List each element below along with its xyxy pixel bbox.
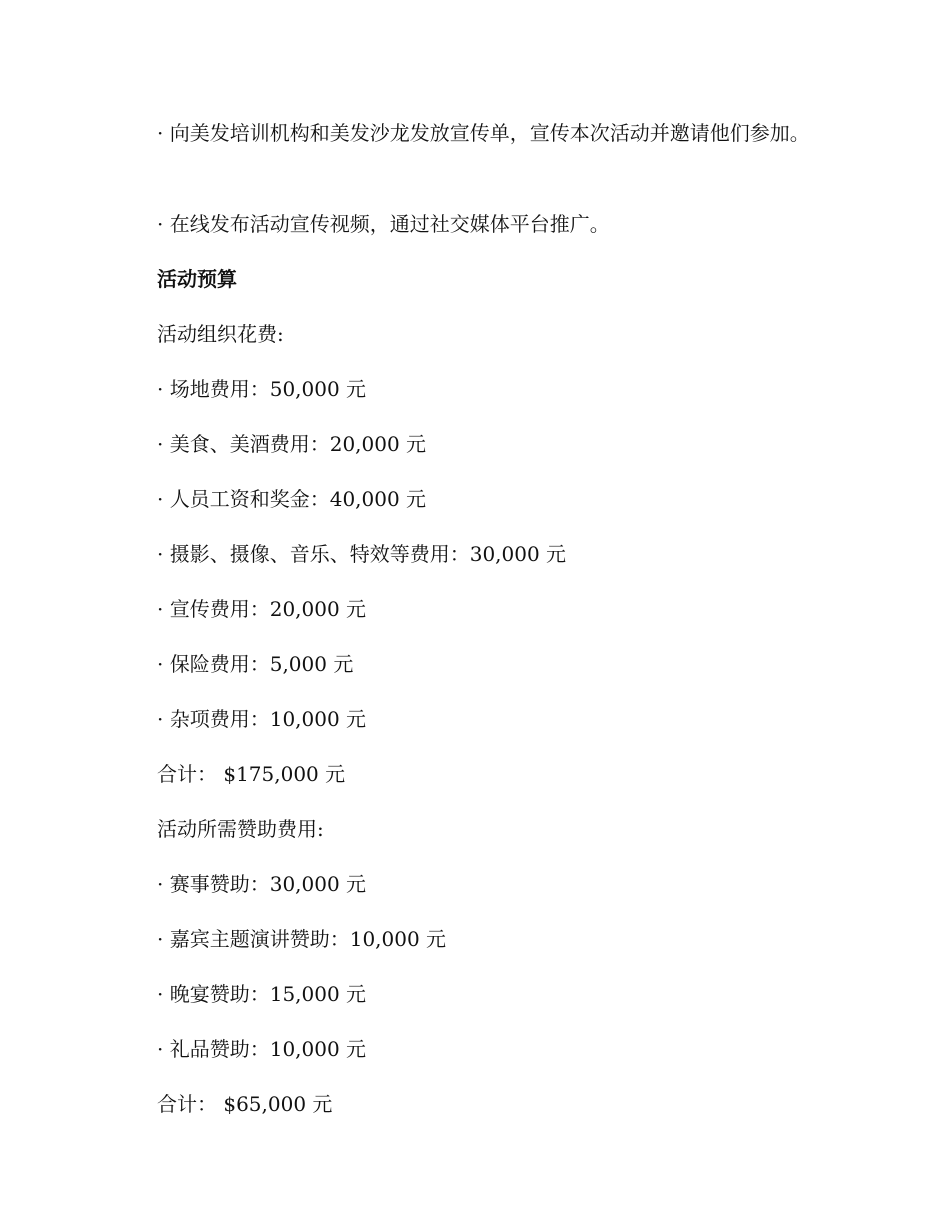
list-item: · 杂项费用：10,000 元 — [157, 707, 367, 731]
list-item: · 保险费用：5,000 元 — [157, 652, 354, 676]
organization-cost-title: 活动组织花费: — [157, 322, 284, 346]
list-item: · 人员工资和奖金：40,000 元 — [157, 487, 427, 511]
promotion-item-video: · 在线发布活动宣传视频，通过社交媒体平台推广。 — [157, 212, 610, 236]
organization-total: 合计： $175,000 元 — [157, 762, 346, 786]
list-item: · 晚宴赞助：15,000 元 — [157, 982, 367, 1006]
list-item: · 美食、美酒费用：20,000 元 — [157, 432, 427, 456]
list-item: · 宣传费用：20,000 元 — [157, 597, 367, 621]
list-item: · 赛事赞助：30,000 元 — [157, 872, 367, 896]
section-heading-budget: 活动预算 — [157, 267, 237, 291]
sponsorship-cost-title: 活动所需赞助费用: — [157, 817, 324, 841]
sponsorship-total: 合计： $65,000 元 — [157, 1092, 333, 1116]
list-item: · 礼品赞助：10,000 元 — [157, 1037, 367, 1061]
list-item: · 场地费用：50,000 元 — [157, 377, 367, 401]
list-item: · 嘉宾主题演讲赞助：10,000 元 — [157, 927, 447, 951]
promotion-item-flyers: · 向美发培训机构和美发沙龙发放宣传单，宣传本次活动并邀请他们参加。 — [157, 121, 810, 145]
list-item: · 摄影、摄像、音乐、特效等费用：30,000 元 — [157, 542, 567, 566]
